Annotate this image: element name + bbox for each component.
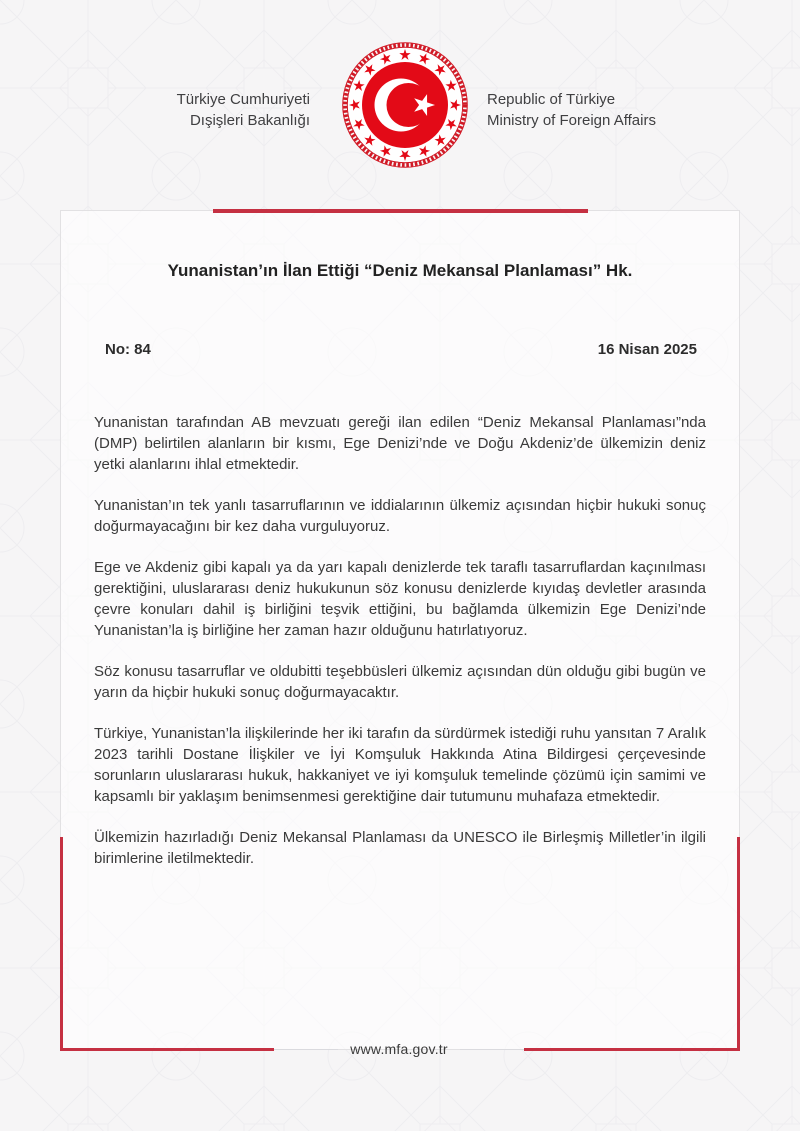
paragraph-2: Yunanistan’ın tek yanlı tasarruflarının ve iddialarının ülkemiz açısından hiçbir hukuki sonuç doğurmayacağını bir kez daha vurguluyoruz. [94,497,706,535]
org-name-turkish-line1: Türkiye Cumhuriyeti [176,91,310,108]
paragraph-3: Ege ve Akdeniz gibi kapalı ya da yarı kapalı denizlerde tek taraflı tasarruflardan kaçınılması gerektiğini, uluslararası deniz hukukunun söz konusu denizlerde kıyıdaş devletler arasında çevre konuları dahil iş birliğini teşvik ettiğini, bu bağlamda ülkemizin Ege Denizi’nde Yunanistan’la iş birliğine her zaman hazır olduğunu hatırlatıyoruz. [94,559,706,639]
paragraph-5: Türkiye, Yunanistan’la ilişkilerinde her iki tarafın da sürdürmek istediği ruhu yansıtan 7 Aralık 2023 tarihli Dostane İlişkiler ve İyi Komşuluk Hakkında Atina Bildirgesi çerçevesinde sorunların uluslararası hukuk, hakkaniyet ve iyi komşuluk temelinde çözümü için samimi ve kapsamlı bir yaklaşım benimsenmesi gerektiğine dair tutumunu muhafaza etmektedir. [94,725,706,805]
website-text: www.mfa.gov.tr [350,1041,448,1057]
org-name-english [487,89,707,131]
release-number: No: 84 [105,341,151,358]
paragraph-4: Söz konusu tasarruflar ve oldubitti teşebbüsleri ülkemiz açısından dün olduğu gibi bugün ve yarın da hiçbir hukuki sonuç doğurmayacaktır. [94,663,706,701]
release-date: 16 Nisan 2025 [597,341,697,358]
org-name-english-line1: Republic of Türkiye [487,91,616,108]
org-name-turkish [110,89,310,131]
turkiye-mfa-emblem-icon [341,41,469,169]
footer-grey-segment-right [460,1049,524,1050]
footer-red-segment-left [60,1048,274,1051]
right-accent-line [737,837,740,1051]
page-title: Yunanistan’ın İlan Ettiği “Deniz Mekansal Planlaması” Hk. [167,261,633,280]
crescent-star-icon [362,62,448,148]
paragraph-6: Ülkemizin hazırladığı Deniz Mekansal Planlaması da UNESCO ile Birleşmiş Milletler’in ilgili birimlerine iletilmektedir. [94,829,706,867]
meta-row [105,341,697,358]
footer-grey-segment-left [274,1049,338,1050]
footer-red-segment-right [524,1048,740,1051]
footer-rule [60,1039,740,1059]
org-name-turkish-line2: Dışişleri Bakanlığı [189,112,310,129]
paragraph-1: Yunanistan tarafından AB mevzuatı gereği ilan edilen “Deniz Mekansal Planlaması”nda (DMP) belirtilen alanların bir kısmı, Ege Denizi’nde ve Doğu Akdeniz’de ülkemizin deniz yetki alanlarını ihlal etmektedir. [94,414,706,473]
org-name-english-line2: Ministry of Foreign Affairs [487,112,656,129]
left-accent-line [60,837,63,1051]
press-release-card [60,210,740,1057]
release-body [94,412,706,889]
top-accent-line [213,209,588,213]
